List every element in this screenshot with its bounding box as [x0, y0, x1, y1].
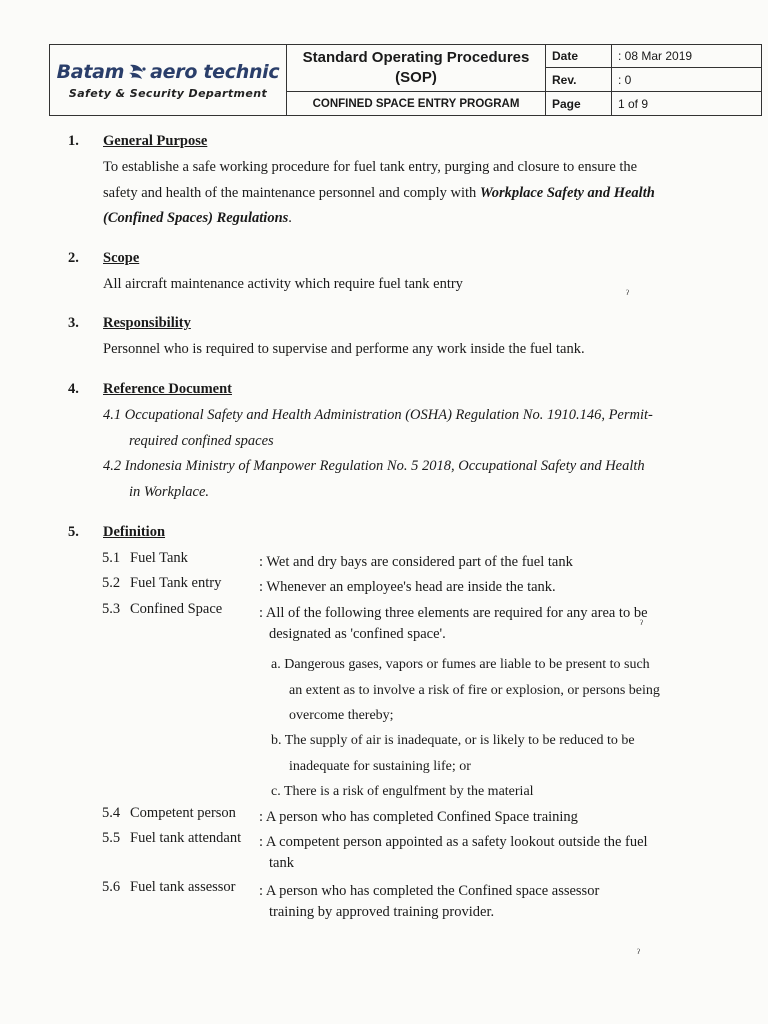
reference-item: 4.2 Indonesia Ministry of Manpower Regulation No. 5 2018, Occupational Safety and Health: [103, 458, 645, 474]
reference-list: [103, 403, 723, 505]
reference-item-cont: in Workplace.: [129, 483, 210, 500]
definition-number: 5.4: [102, 805, 121, 821]
section-heading: Responsibility: [103, 315, 191, 331]
doc-subtitle: CONFINED SPACE ENTRY PROGRAM: [287, 92, 546, 115]
body-text: .: [288, 210, 292, 226]
section-number: 1.: [68, 133, 79, 149]
doc-title-line1: Standard Operating Procedures: [302, 49, 530, 66]
definition-text: : Whenever an employee's head are inside the tank.: [259, 579, 556, 595]
body-line: [103, 181, 723, 207]
page-value: 1 of 9: [618, 96, 649, 111]
definition-text: : A person who has completed Confined Space training: [259, 809, 578, 825]
body-text: safety and health of the maintenance personnel and comply with: [103, 184, 480, 201]
date-value: : 08 Mar 2019: [612, 45, 761, 68]
body-line: [103, 206, 723, 232]
regulation-name-cont: (Confined Spaces) Regulations: [103, 210, 289, 226]
definition-term: Competent person: [130, 805, 236, 821]
definition-term: Confined Space: [130, 601, 223, 617]
definition-text: : A person who has completed the Confined space assessor: [259, 883, 600, 899]
scan-mark: ˀ: [640, 617, 643, 631]
criteria-c: [271, 779, 711, 805]
logo-text-batam: Batam: [56, 60, 125, 83]
definition-text: : Wet and dry bays are considered part of the fuel tank: [259, 554, 573, 570]
section-responsibility: [0, 315, 768, 365]
definition-number: 5.1: [102, 550, 121, 566]
definition-term: Fuel tank assessor: [130, 879, 236, 895]
department-name: Safety & Security Department: [68, 86, 268, 100]
section-body: Personnel who is required to supervise and performe any work inside the fuel tank.: [103, 341, 585, 357]
logo-text-aero: aero technic: [150, 60, 280, 83]
section-heading: General Purpose: [103, 133, 208, 149]
definition-number: 5.2: [102, 575, 121, 591]
header-table: [49, 44, 762, 116]
rev-value: : 0: [612, 68, 761, 92]
criteria-line: a. Dangerous gases, vapors or fumes are liable to be present to such: [271, 657, 650, 672]
title-cell: [287, 45, 546, 92]
scan-mark: ˀ: [637, 946, 640, 960]
logo-cell: [50, 45, 287, 115]
section-heading: Scope: [103, 250, 140, 266]
criteria-line: inadequate for sustaining life; or: [289, 758, 471, 774]
section-definition: [0, 524, 768, 924]
section-number: 2.: [68, 250, 79, 266]
scan-mark: ˀ: [626, 287, 629, 301]
criteria-a: [271, 652, 711, 729]
reference-item-cont: required confined spaces: [129, 432, 274, 449]
section-reference-document: [0, 381, 768, 511]
section-body: All aircraft maintenance activity which require fuel tank entry: [103, 276, 463, 292]
definition-number: 5.6: [102, 879, 121, 895]
section-number: 3.: [68, 315, 79, 331]
reference-item: 4.1 Occupational Safety and Health Administration (OSHA) Regulation No. 1910.146, Permit-: [103, 407, 653, 423]
company-logo: [57, 61, 280, 83]
section-heading: Reference Document: [103, 381, 232, 397]
criteria-b: [271, 728, 711, 779]
criteria-line: b. The supply of air is inadequate, or is likely to be reduced to be: [271, 733, 635, 748]
page-label: Page: [546, 92, 612, 115]
definition-text-cont: designated as 'confined space'.: [269, 626, 446, 642]
definition-text-cont: tank: [269, 855, 294, 871]
doc-title-line2: (SOP): [395, 69, 437, 86]
rev-label: Rev.: [546, 68, 612, 92]
section-number: 4.: [68, 381, 79, 397]
section-scope: [0, 250, 768, 300]
body-line: To establishe a safe working procedure for fuel tank entry, purging and closure to ensure the: [103, 159, 638, 175]
regulation-name: Workplace Safety and Health: [479, 184, 655, 201]
definition-number: 5.5: [102, 830, 121, 846]
criteria-line: an extent as to involve a risk of fire or explosion, or persons being: [289, 682, 660, 698]
definition-text: : All of the following three elements are required for any area to be: [259, 605, 648, 621]
definition-term: Fuel tank attendant: [130, 830, 242, 846]
criteria-line: c. There is a risk of engulfment by the material: [271, 784, 534, 799]
section-general-purpose: [0, 133, 768, 233]
section-body: [103, 155, 723, 232]
definition-text: : A competent person appointed as a safety lookout outside the fuel: [259, 834, 648, 850]
section-number: 5.: [68, 524, 79, 540]
bird-logo-icon: [126, 61, 148, 83]
definition-term: Fuel Tank entry: [130, 575, 222, 591]
definition-number: 5.3: [102, 601, 121, 617]
definition-term: Fuel Tank: [130, 550, 188, 566]
definition-text-cont: training by approved training provider.: [269, 904, 495, 920]
criteria-line: overcome thereby;: [289, 708, 394, 723]
section-heading: Definition: [103, 524, 166, 540]
date-label: Date: [546, 45, 612, 68]
